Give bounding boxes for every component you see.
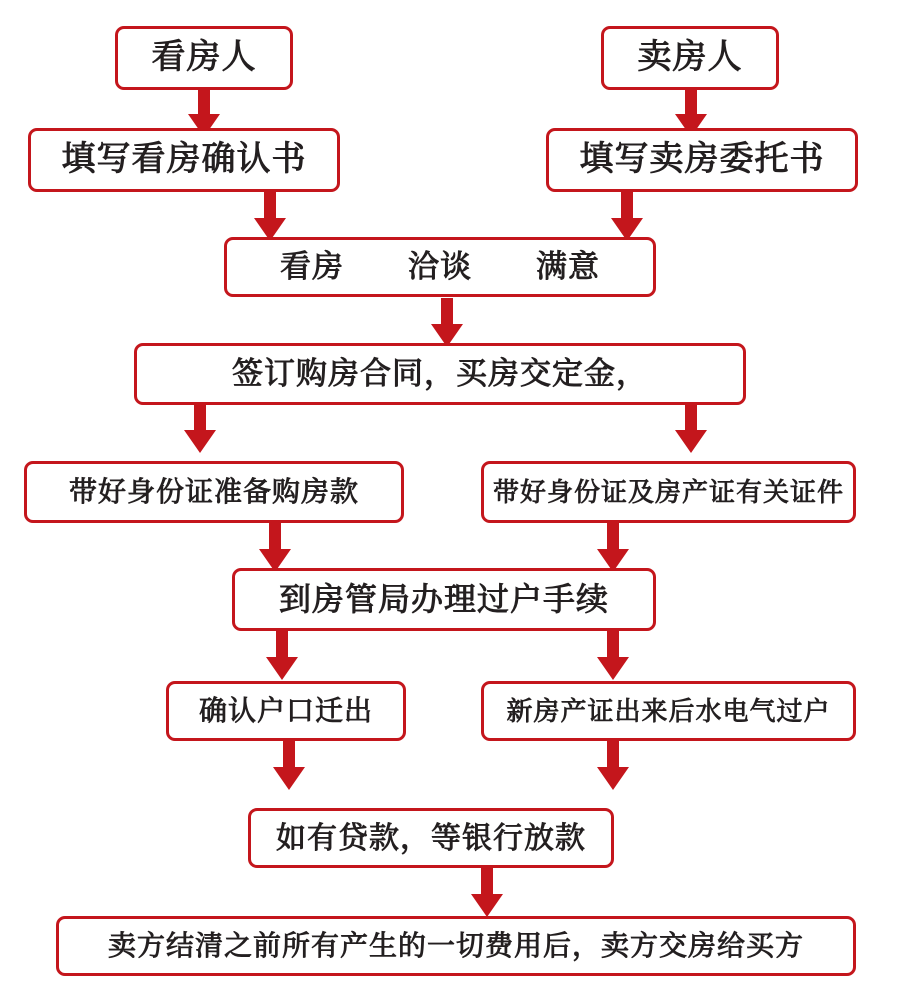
node-label: 如有贷款，等银行放款 (276, 821, 586, 855)
arrow-buyer-docs-to-transfer (258, 523, 292, 573)
arrow-view-confirm-to-view-talk (253, 192, 287, 242)
node-label: 确认户口迁出 (198, 694, 373, 726)
node-label: 卖房人 (637, 38, 743, 77)
node-label: 到房管局办理过户手续 (278, 580, 609, 617)
node-label: 签订购房合同，买房交定金， (232, 355, 648, 391)
node-handover (56, 916, 856, 976)
node-label: 带好身份证准备购房款 (68, 475, 359, 507)
arrow-utilities-to-handover (596, 741, 630, 791)
node-label: 看房 洽谈 满意 (280, 248, 600, 284)
node-viewer (115, 26, 293, 90)
arrow-transfer-to-hukou (265, 631, 299, 681)
arrow-sell-entrust-to-view-talk (610, 192, 644, 242)
node-loan (248, 808, 614, 868)
node-label: 卖方结清之前所有产生的一切费用后，卖方交房给买方 (107, 929, 804, 961)
node-contract (134, 343, 746, 405)
arrow-view-talk-to-contract (430, 298, 464, 348)
node-view_talk (224, 237, 656, 297)
node-seller_docs (481, 461, 856, 523)
arrow-loan-to-handover (470, 868, 504, 918)
node-utilities (481, 681, 856, 741)
node-label: 带好身份证及房产证有关证件 (492, 476, 844, 507)
arrow-hukou-to-loan (272, 741, 306, 791)
arrow-seller-docs-to-transfer (596, 523, 630, 573)
arrow-transfer-to-utilities (596, 631, 630, 681)
node-label: 看房人 (151, 38, 257, 77)
node-buyer_docs (24, 461, 404, 523)
node-label: 填写看房确认书 (61, 140, 307, 179)
node-view_confirm (28, 128, 340, 192)
node-label: 新房产证出来后水电气过户 (506, 695, 831, 726)
arrow-contract-to-buyer-docs (183, 404, 217, 454)
node-hukou (166, 681, 406, 741)
node-transfer (232, 568, 656, 631)
node-seller (601, 26, 779, 90)
node-sell_entrust (546, 128, 858, 192)
node-label: 填写卖房委托书 (579, 140, 825, 179)
arrow-contract-to-seller-docs (674, 404, 708, 454)
